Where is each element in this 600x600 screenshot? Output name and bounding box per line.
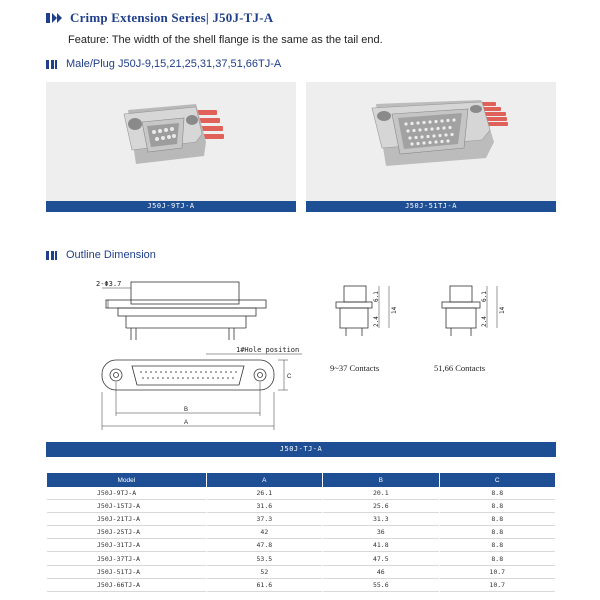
- cell-a: 26.1: [207, 487, 322, 500]
- cell-a: 53.5: [207, 552, 322, 565]
- table-row: [47, 539, 555, 552]
- cell-b: 36: [323, 526, 438, 539]
- dimension-table: [46, 473, 556, 592]
- feature-text: Feature: The width of the shell flange is the same as the tail end.: [68, 34, 383, 46]
- cell-b: 47.5: [323, 552, 438, 565]
- cell-c: 8.8: [440, 539, 555, 552]
- double-chevron-icon: [46, 12, 64, 24]
- section-bar-icon: [46, 60, 58, 69]
- cell-c: 8.8: [440, 487, 555, 500]
- cell-model: J50J-21TJ-A: [47, 513, 206, 526]
- table-title-bar: J50J-TJ-A: [46, 442, 556, 457]
- cell-c: 8.8: [440, 513, 555, 526]
- cell-c: 8.8: [440, 500, 555, 513]
- table-row: [47, 513, 555, 526]
- cell-model: J50J-25TJ-A: [47, 526, 206, 539]
- cell-model: J50J-51TJ-A: [47, 566, 206, 579]
- table-row: [47, 526, 555, 539]
- cell-b: 41.8: [323, 539, 438, 552]
- cell-a: 37.3: [207, 513, 322, 526]
- table-row: [47, 500, 555, 513]
- connector-9-render: [46, 82, 296, 201]
- side1-label: 9~37 Contacts: [330, 363, 380, 373]
- hole-dimension-label: 2-Φ3.7: [96, 280, 122, 288]
- side2-dim-bottom: 2.4: [481, 316, 488, 327]
- contact-dots: [140, 371, 237, 379]
- cell-a: 47.8: [207, 539, 322, 552]
- col-header-c: C: [440, 473, 555, 487]
- section-title: Male/Plug J50J-9,15,21,25,31,37,51,66TJ-A: [66, 58, 282, 70]
- cell-b: 46: [323, 566, 438, 579]
- drawing-tail: [118, 308, 256, 316]
- drawing-d-sub-shell: [132, 366, 244, 385]
- connector-51-render: [306, 82, 556, 201]
- col-header-a: A: [207, 473, 322, 487]
- section-title: Outline Dimension: [66, 249, 156, 261]
- cell-a: 61.6: [207, 579, 322, 592]
- section-bar-icon: [46, 251, 58, 260]
- cell-c: 8.8: [440, 552, 555, 565]
- table-row: [47, 552, 555, 565]
- cell-a: 42: [207, 526, 322, 539]
- side-view-9-37: [336, 286, 389, 336]
- mount-hole-left: [110, 369, 122, 381]
- cell-b: 20.1: [323, 487, 438, 500]
- cell-model: J50J-37TJ-A: [47, 552, 206, 565]
- drawing-flange-plan: [102, 360, 274, 390]
- side1-dim-total: 14: [391, 306, 398, 314]
- col-header-b: B: [323, 473, 438, 487]
- product-photo-51tj: [306, 82, 556, 201]
- cell-model: J50J-66TJ-A: [47, 579, 206, 592]
- dim-a-label: A: [184, 420, 189, 426]
- side2-dim-total: 14: [499, 306, 506, 314]
- product-photo-9tj: [46, 82, 296, 201]
- table-row: [47, 566, 555, 579]
- side2-label: 51,66 Contacts: [434, 363, 485, 373]
- cell-a: 52: [207, 566, 322, 579]
- section-heading-male-plug: [46, 58, 281, 70]
- side1-dim-bottom: 2.4: [373, 316, 380, 327]
- page-title: Crimp Extension Series| J50J-TJ-A: [70, 10, 274, 25]
- hole-position-label: 1#Hole position: [236, 346, 300, 354]
- drawing-shell-body: [131, 282, 239, 304]
- cell-model: J50J-9TJ-A: [47, 487, 206, 500]
- cell-a: 31.6: [207, 500, 322, 513]
- cell-model: J50J-31TJ-A: [47, 539, 206, 552]
- dim-c-label: C: [287, 374, 292, 380]
- table-row: [47, 487, 555, 500]
- cell-b: 25.6: [323, 500, 438, 513]
- page-header: [46, 10, 273, 26]
- cell-c: 10.7: [440, 566, 555, 579]
- cell-c: 10.7: [440, 579, 555, 592]
- mount-hole-right: [254, 369, 266, 381]
- cell-c: 8.8: [440, 526, 555, 539]
- cell-b: 31.3: [323, 513, 438, 526]
- section-heading-outline: [46, 249, 156, 261]
- table-row: [47, 579, 555, 592]
- side2-dim-top: 6.1: [481, 291, 488, 302]
- col-header-model: Model: [47, 473, 206, 487]
- side1-dim-top: 6.1: [373, 291, 380, 302]
- dim-b-label: B: [184, 407, 189, 413]
- photo-caption-9tj: J50J-9TJ-A: [46, 201, 296, 212]
- outline-dimension-drawing: [46, 268, 556, 440]
- side-view-51-66: [442, 286, 497, 336]
- photo-caption-51tj: J50J-51TJ-A: [306, 201, 556, 212]
- table-header-row: [47, 473, 555, 487]
- cell-b: 55.6: [323, 579, 438, 592]
- cell-model: J50J-15TJ-A: [47, 500, 206, 513]
